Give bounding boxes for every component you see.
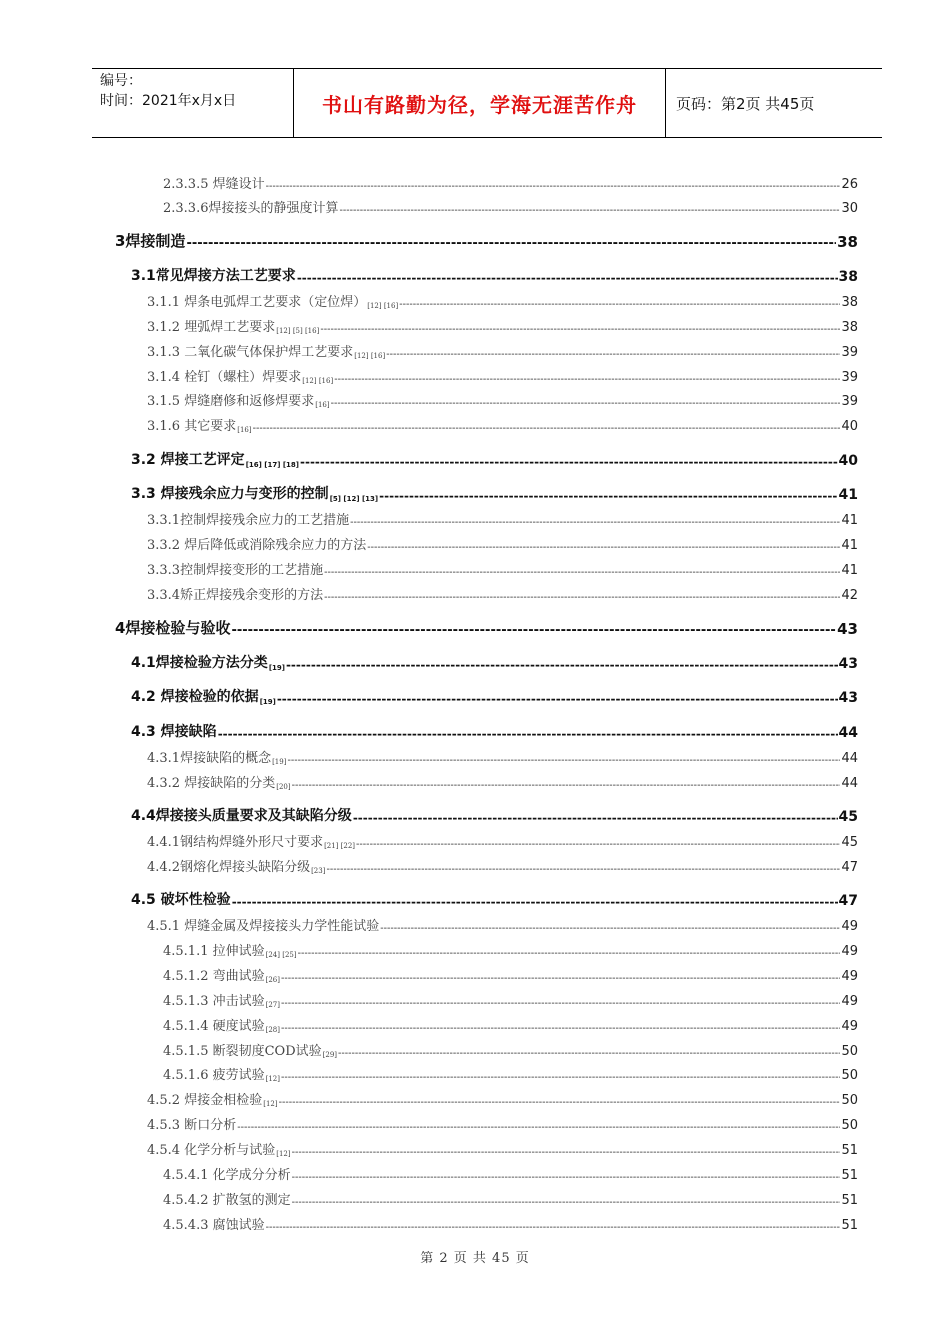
toc-leader-dashes	[320, 324, 840, 335]
toc-entry-page: 45	[838, 809, 858, 825]
toc-entry-title: 4焊接检验与验收	[115, 619, 231, 637]
toc-entry-title: 4.5.3 断口分析	[147, 1118, 237, 1133]
toc-leader-dashes	[281, 1023, 840, 1034]
toc-entry-page: 49	[841, 1019, 858, 1034]
toc-leader-dashes	[353, 812, 838, 825]
toc-leader-dashes	[287, 755, 840, 766]
toc-entry-page: 43	[838, 690, 858, 706]
toc-entry[interactable]	[147, 342, 858, 360]
toc-entry-reference: [12] [16]	[302, 377, 334, 385]
toc-entry[interactable]	[131, 652, 858, 672]
toc-entry-title: 4.4.1钢结构焊缝外形尺寸要求	[147, 835, 324, 850]
toc-leader-dashes	[279, 1097, 841, 1108]
toc-entry-page: 45	[841, 835, 858, 850]
toc-entry-title: 3.1.4 栓钉（螺柱）焊要求	[147, 370, 302, 385]
toc-entry-title: 3.3.1控制焊接残余应力的工艺措施	[147, 513, 350, 528]
toc-entry-title: 4.5 破坏性检验	[131, 892, 231, 908]
toc-entry[interactable]	[163, 1190, 858, 1208]
toc-leader-dashes	[292, 1147, 841, 1158]
toc-entry-page: 38	[838, 269, 858, 285]
toc-entry[interactable]	[163, 1165, 858, 1183]
toc-leader-dashes	[379, 490, 837, 503]
toc-entry-title: 4.5.1 焊缝金属及焊接接头力学性能试验	[147, 919, 380, 934]
toc-leader-dashes	[266, 1222, 841, 1233]
toc-leader-dashes	[298, 948, 841, 959]
toc-entry-page: 38	[841, 295, 858, 310]
toc-entry-title: 4.1焊接检验方法分类	[131, 655, 268, 671]
toc-entry-reference: [12]	[276, 1150, 291, 1158]
toc-entry-page: 51	[841, 1193, 858, 1208]
toc-entry-reference: [29]	[322, 1051, 338, 1059]
toc-entry[interactable]	[131, 889, 858, 909]
toc-entry-page: 49	[841, 944, 858, 959]
toc-leader-dashes	[334, 374, 840, 385]
toc-entry-page: 43	[837, 620, 858, 638]
toc-leader-dashes	[253, 423, 841, 434]
header-meta	[92, 69, 293, 137]
toc-entry-page: 47	[838, 893, 858, 909]
toc-entry-title: 3.3.2 焊后降低或消除残余应力的方法	[147, 538, 367, 553]
toc-entry-page: 41	[841, 513, 858, 528]
toc-entry-title: 4.5.4.2 扩散氢的测定	[163, 1193, 291, 1208]
toc-entry-reference: [5] [12] [13]	[329, 495, 379, 503]
toc-leader-dashes	[326, 864, 840, 875]
toc-entry-reference: [19]	[259, 698, 276, 706]
toc-entry-reference: [12]	[263, 1100, 278, 1108]
toc-entry[interactable]	[131, 721, 858, 741]
toc-entry-page: 30	[841, 201, 858, 216]
toc-entry-title: 4.4焊接接头质量要求及其缺陷分级	[131, 808, 352, 824]
toc-entry-reference: [20]	[276, 783, 291, 791]
toc-entry[interactable]	[163, 991, 858, 1009]
toc-leader-dashes	[266, 181, 841, 192]
header-page-cell	[666, 69, 882, 137]
page-footer: 第 2 页 共 45 页	[420, 1251, 530, 1266]
toc-entry-title: 4.5.1.4 硬度试验	[163, 1019, 265, 1034]
toc-leader-dashes	[292, 1172, 841, 1183]
toc-leader-dashes	[237, 1122, 840, 1133]
toc-entry[interactable]	[147, 748, 858, 766]
toc-leader-dashes	[331, 398, 841, 409]
toc-entry[interactable]	[115, 616, 858, 638]
toc-entry-page: 44	[841, 776, 858, 791]
toc-entry-reference: [26]	[265, 976, 280, 984]
toc-entry-title: 3.1.2 埋弧焊工艺要求	[147, 320, 276, 335]
page-header	[92, 68, 882, 138]
toc-entry[interactable]	[147, 1140, 858, 1158]
toc-leader-dashes	[281, 1072, 840, 1083]
toc-entry[interactable]	[147, 416, 858, 434]
toc-leader-dashes	[356, 839, 840, 850]
toc-entry[interactable]	[131, 686, 858, 706]
toc-entry[interactable]	[147, 1115, 858, 1133]
toc-entry-page: 42	[841, 588, 858, 603]
toc-entry-reference: [12]	[265, 1075, 280, 1083]
toc-entry[interactable]	[163, 941, 858, 959]
toc-entry[interactable]	[147, 1090, 858, 1108]
toc-entry-reference: [21] [22]	[324, 842, 356, 850]
toc-entry[interactable]	[147, 510, 858, 528]
toc-entry-title: 4.5.1.6 疲劳试验	[163, 1068, 265, 1083]
toc-entry[interactable]	[147, 317, 858, 335]
header-motto-cell	[293, 69, 666, 137]
toc-entry-page: 50	[841, 1068, 858, 1083]
toc-leader-dashes	[324, 592, 840, 603]
toc-leader-dashes	[231, 624, 836, 638]
toc-entry-reference: [12] [16]	[367, 302, 399, 310]
toc-entry-page: 40	[838, 453, 858, 469]
toc-entry-reference: [12] [16]	[354, 352, 386, 360]
toc-entry[interactable]	[147, 292, 858, 310]
toc-leader-dashes	[281, 998, 840, 1009]
toc-entry-page: 49	[841, 969, 858, 984]
toc-leader-dashes	[297, 272, 838, 285]
toc-entry-reference: [19]	[268, 664, 285, 672]
toc-entry[interactable]	[163, 1215, 858, 1233]
toc-leader-dashes	[380, 923, 840, 934]
toc-entry[interactable]	[163, 966, 858, 984]
toc-entry[interactable]	[163, 1065, 858, 1083]
toc-entry-title: 3.2 焊接工艺评定	[131, 452, 245, 468]
toc-entry[interactable]	[163, 1041, 858, 1059]
page-indicator: 页码：第2页 共45页	[676, 94, 815, 113]
toc-leader-dashes	[339, 205, 840, 216]
toc-leader-dashes	[186, 237, 836, 251]
toc-entry-page: 50	[841, 1118, 858, 1133]
toc-leader-dashes	[324, 567, 840, 578]
toc-entry[interactable]	[131, 483, 858, 503]
toc-entry[interactable]	[163, 1016, 858, 1034]
toc-entry-title: 4.5.1.5 断裂韧度COD试验	[163, 1044, 322, 1059]
toc-entry-title: 3.3 焊接残余应力与变形的控制	[131, 486, 329, 502]
toc-entry-title: 4.3 焊接缺陷	[131, 724, 217, 740]
toc-entry-title: 3.1.6 其它要求	[147, 419, 237, 434]
toc-entry-reference: [16]	[237, 426, 252, 434]
toc-entry-title: 4.5.2 焊接金相检验	[147, 1093, 263, 1108]
toc-entry-title: 3.1.1 焊条电弧焊工艺要求（定位焊）	[147, 295, 367, 310]
toc-entry-title: 4.5.1.3 冲击试验	[163, 994, 265, 1009]
toc-entry-page: 44	[838, 725, 858, 741]
toc-entry-title: 3.1.3 二氧化碳气体保护焊工艺要求	[147, 345, 354, 360]
time-text: 时间：2021年x月x日	[100, 93, 237, 109]
toc-entry[interactable]	[147, 857, 858, 875]
toc-entry-page: 41	[841, 563, 858, 578]
toc-entry-title: 4.5.4.1 化学成分分析	[163, 1168, 291, 1183]
toc-leader-dashes	[281, 973, 840, 984]
toc-leader-dashes	[300, 456, 838, 469]
toc-entry-reference: [23]	[311, 867, 326, 875]
toc-entry[interactable]	[147, 367, 858, 385]
toc-entry-title: 4.4.2钢熔化焊接头缺陷分级	[147, 860, 311, 875]
toc-entry-title: 4.3.2 焊接缺陷的分类	[147, 776, 276, 791]
toc-entry-title: 4.2 焊接检验的依据	[131, 689, 259, 705]
toc-entry-page: 38	[837, 233, 858, 251]
toc-leader-dashes	[277, 693, 838, 706]
toc-entry-reference: [16]	[315, 401, 330, 409]
toc-entry-title: 3.3.4矫正焊接残余变形的方法	[147, 588, 324, 603]
toc-entry-title: 4.5.1.1 拉伸试验	[163, 944, 265, 959]
toc-entry[interactable]	[147, 391, 858, 409]
toc-leader-dashes	[350, 517, 840, 528]
code-label: 编号：	[100, 73, 142, 89]
toc-entry-page: 43	[838, 656, 858, 672]
motto-text: 书山有路勤为径，学海无涯苦作舟	[322, 92, 637, 117]
toc-entry[interactable]	[131, 449, 858, 469]
toc-entry-reference: [16] [17] [18]	[245, 461, 299, 469]
toc-entry-title: 4.5.1.2 弯曲试验	[163, 969, 265, 984]
toc-entry[interactable]	[147, 535, 858, 553]
toc-leader-dashes	[292, 1197, 841, 1208]
toc-entry-page: 49	[841, 994, 858, 1009]
toc-leader-dashes	[338, 1048, 840, 1059]
toc-entry-title: 3.1常见焊接方法工艺要求	[131, 268, 296, 284]
toc-entry-reference: [19]	[272, 758, 287, 766]
toc-leader-dashes	[399, 299, 840, 310]
toc-entry[interactable]	[147, 560, 858, 578]
toc-entry-reference: [24] [25]	[265, 951, 297, 959]
toc-entry-page: 49	[841, 919, 858, 934]
toc-entry-page: 51	[841, 1168, 858, 1183]
toc-entry-page: 40	[841, 419, 858, 434]
toc-entry[interactable]	[163, 174, 858, 192]
toc-leader-dashes	[218, 728, 838, 741]
toc-entry-page: 44	[841, 751, 858, 766]
toc-entry[interactable]	[115, 229, 858, 251]
toc-entry-page: 26	[841, 177, 858, 192]
toc-entry-page: 51	[841, 1218, 858, 1233]
toc-entry-page: 50	[841, 1044, 858, 1059]
toc-entry-title: 3.3.3控制焊接变形的工艺措施	[147, 563, 324, 578]
toc-leader-dashes	[367, 542, 840, 553]
toc-entry-page: 39	[841, 370, 858, 385]
toc-entry-reference: [28]	[265, 1026, 280, 1034]
toc-entry-reference: [12] [5] [16]	[276, 327, 320, 335]
toc-entry-page: 41	[841, 538, 858, 553]
toc-entry-page: 51	[841, 1143, 858, 1158]
toc-entry-title: 2.3.3.6焊接接头的静强度计算	[163, 201, 339, 216]
toc-entry[interactable]	[147, 916, 858, 934]
toc-entry-page: 39	[841, 345, 858, 360]
toc-entry[interactable]	[147, 773, 858, 791]
toc-entry-title: 2.3.3.5 焊缝设计	[163, 177, 265, 192]
toc-entry-title: 3.1.5 焊缝磨修和返修焊要求	[147, 394, 315, 409]
toc-entry[interactable]	[147, 585, 858, 603]
toc-entry-page: 41	[838, 487, 858, 503]
toc-entry[interactable]	[131, 265, 858, 285]
toc-leader-dashes	[292, 780, 841, 791]
toc-leader-dashes	[286, 659, 838, 672]
toc-entry[interactable]	[147, 832, 858, 850]
toc-leader-dashes	[232, 896, 838, 909]
toc-entry[interactable]	[131, 805, 858, 825]
toc-entry-title: 4.5.4.3 腐蚀试验	[163, 1218, 265, 1233]
toc-entry-title: 3焊接制造	[115, 232, 186, 250]
toc-entry-reference: [27]	[265, 1001, 280, 1009]
toc-entry[interactable]	[163, 198, 858, 216]
toc-entry-page: 39	[841, 394, 858, 409]
toc-entry-page: 38	[841, 320, 858, 335]
toc-entry-page: 50	[841, 1093, 858, 1108]
toc-entry-title: 4.5.4 化学分析与试验	[147, 1143, 276, 1158]
toc-leader-dashes	[386, 349, 840, 360]
toc-entry-title: 4.3.1焊接缺陷的概念	[147, 751, 272, 766]
toc-entry-page: 47	[841, 860, 858, 875]
